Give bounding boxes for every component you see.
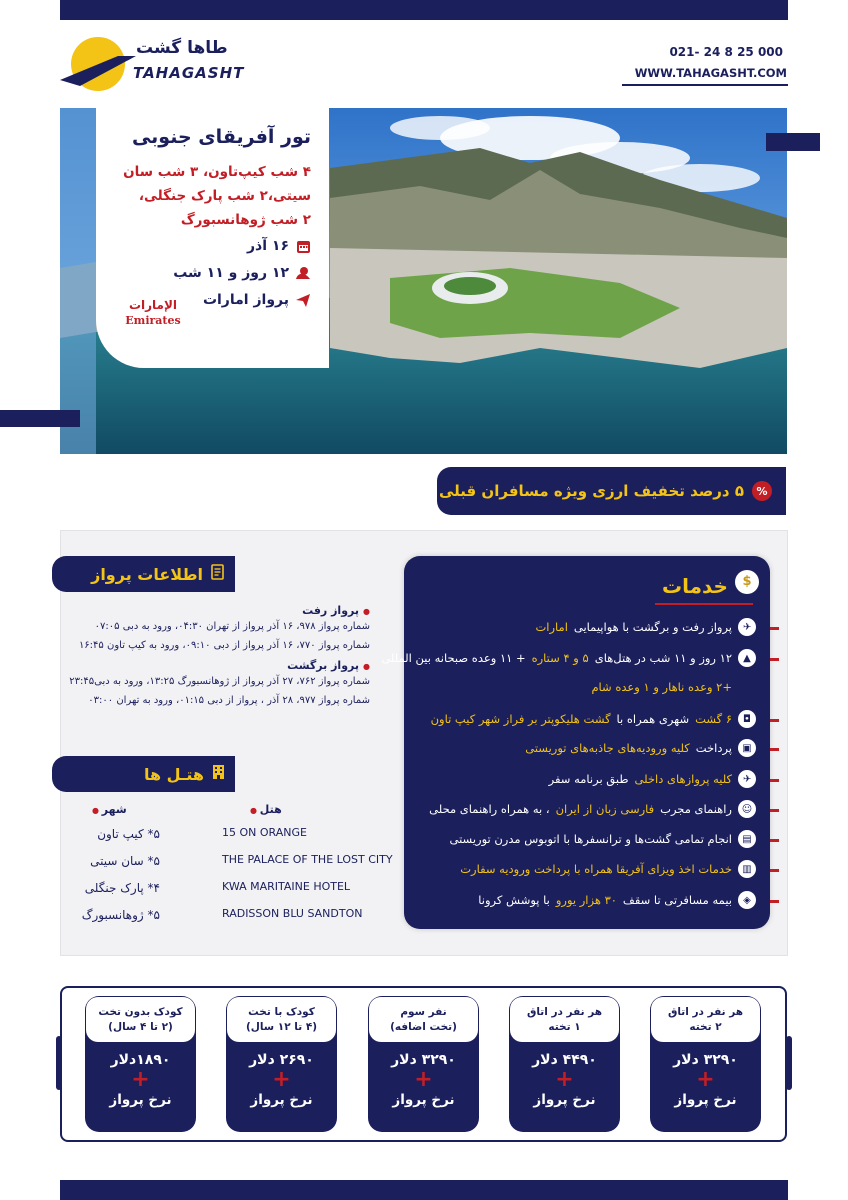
service-text: انجام تمامی گشت‌ها و ترانسفرها با اتوبوس مدرن توریستی — [449, 832, 732, 846]
service-highlight: امارات — [535, 620, 568, 634]
service-item — [404, 860, 760, 878]
service-item — [404, 800, 760, 818]
decor-bar-right — [766, 133, 820, 151]
hotel-city: ۴* پارک جنگلی — [84, 881, 160, 895]
hotel-name: 15 ON ORANGE — [222, 826, 307, 839]
visa-icon: ▥ — [738, 860, 756, 878]
price-value: ۴۴۹۰ دلار — [532, 1052, 597, 1068]
tour-airline: پرواز امارات — [202, 292, 289, 308]
airfare-label: نرخ پرواز — [674, 1092, 737, 1108]
price-card-third-person — [368, 996, 479, 1132]
services-title: خدمات — [662, 574, 728, 598]
discount-banner — [437, 467, 786, 515]
flight-info-list — [69, 602, 370, 714]
hotel-name: RADISSON BLU SANDTON — [222, 907, 363, 920]
service-highlight: کلیه پروازهای داخلی — [634, 772, 732, 786]
service-text: شهری همراه با — [616, 712, 690, 726]
service-dash — [770, 748, 779, 751]
service-highlight: کلیه ورودیه‌های جاذبه‌های توریستی — [525, 741, 690, 755]
service-dash — [770, 658, 779, 661]
itinerary-line: ۴ شب کیپ‌تاون، ۳ شب سان — [123, 164, 311, 180]
service-item — [404, 830, 760, 848]
service-text: راهنمای مجرب — [660, 802, 732, 816]
service-text: پرواز رفت و برگشت با هواپیمایی — [573, 620, 732, 634]
service-highlight: +۲ وعده ناهار و ۱ وعده شام — [591, 680, 732, 694]
service-dash — [770, 839, 779, 842]
service-dash — [770, 719, 779, 722]
service-item — [404, 710, 760, 728]
service-dash — [770, 779, 779, 782]
brand-name-en: TAHAGASHT — [133, 64, 245, 82]
tour-date-row — [106, 238, 311, 254]
itinerary-line: ۲ شب ژوهانسبورگ — [180, 212, 311, 228]
plus-icon: + — [696, 1067, 715, 1092]
hotels-header — [52, 756, 235, 792]
service-text: + ۱۱ وعده صبحانه بین المللی — [381, 651, 526, 665]
col-hotel: هتل ● — [250, 803, 282, 816]
ticket-icon: ▣ — [738, 739, 756, 757]
room-type: کودک بدون تخت — [98, 1005, 183, 1018]
room-detail: (۴ تا ۱۲ سال) — [245, 1020, 318, 1033]
service-text: پرداخت — [695, 741, 732, 755]
hotels-title: هتـل ها — [143, 764, 204, 784]
flight-info-title: اطلاعات پرواز — [91, 564, 203, 584]
tour-duration: ۱۲ روز و ۱۱ شب — [173, 265, 289, 281]
room-detail: (تخت اضافه) — [390, 1020, 457, 1033]
service-item — [381, 649, 760, 667]
flight-line: شماره پرواز ۹۷۷، ۲۸ آذر ، پرواز از دبی ۰۱:۱۵، ورود به تهران ۰۳:۰۰ — [88, 695, 370, 706]
phone-number[interactable]: 021- 24 8 25 000 — [669, 45, 783, 59]
flight-line: شماره پرواز ۹۷۸، ۱۶ آذر پرواز از تهران ۰۴:۳۰، ورود به دبی ۰۷:۰۵ — [94, 621, 370, 632]
plane-icon: ✈ — [738, 618, 756, 636]
hand-coin-icon: $ — [735, 570, 759, 594]
tour-date: ۱۶ آذر — [246, 238, 289, 254]
price-card-double — [650, 996, 761, 1132]
room-detail: ۱ تخته — [548, 1020, 581, 1033]
frame-tab-left — [56, 1036, 62, 1090]
service-highlight: ۵ و ۴ ستاره — [531, 651, 589, 665]
flight-info-header — [52, 556, 235, 592]
service-highlight: گشت هلیکوپتر بر فراز شهر کیپ تاون — [430, 712, 611, 726]
hotel-icon: ▲ — [738, 649, 756, 667]
price-value: ۳۲۹۰ دلار — [391, 1052, 456, 1068]
service-dash — [770, 627, 779, 630]
price-card-header — [86, 997, 195, 1042]
calendar-icon — [295, 238, 311, 254]
building-icon — [212, 764, 225, 784]
service-dash — [770, 900, 779, 903]
service-item — [404, 770, 760, 788]
service-text: با پوشش کرونا — [478, 893, 550, 907]
tour-itinerary — [106, 160, 311, 232]
emirates-logo-arabic: الإمارات — [128, 298, 178, 312]
plus-icon: + — [131, 1067, 150, 1092]
service-item — [404, 891, 760, 909]
airfare-label: نرخ پرواز — [109, 1092, 172, 1108]
discount-text: ۵ درصد تخفیف ارزی ویژه مسافران قبلی — [438, 482, 744, 500]
outbound-title: ● پرواز رفت — [80, 604, 370, 617]
hotel-name: THE PALACE OF THE LOST CITY — [222, 853, 393, 866]
service-text: بیمه مسافرتی تا سقف — [622, 893, 732, 907]
airfare-label: نرخ پرواز — [250, 1092, 313, 1108]
room-type: هر نفر در اتاق — [526, 1005, 603, 1018]
service-dash — [770, 869, 779, 872]
service-highlight: فارسی زبان از ایران — [555, 802, 655, 816]
service-dash — [770, 809, 779, 812]
service-highlight: ۳۰ هزار یورو — [555, 893, 617, 907]
plus-icon: + — [272, 1067, 291, 1092]
frame-tab-right — [786, 1036, 792, 1090]
hotel-city: ۵* کیپ تاون — [97, 827, 160, 841]
airfare-label: نرخ پرواز — [533, 1092, 596, 1108]
service-highlight: ۶ گشت — [695, 712, 732, 726]
decor-bar-left — [0, 410, 80, 427]
hotel-city: ۵* سان سیتی — [90, 854, 160, 868]
flight-line: شماره پرواز ۷۶۲، ۲۷ آذر پرواز از ژوهانسبورگ ۱۳:۲۵، ورود به دبی۲۳:۴۵ — [69, 676, 370, 687]
airfare-label: نرخ پرواز — [392, 1092, 455, 1108]
plus-icon: + — [555, 1067, 574, 1092]
brand-name-fa: طاها گشت — [136, 38, 228, 58]
room-type: نفر سوم — [400, 1005, 447, 1018]
service-item — [404, 618, 760, 636]
room-detail: ۲ تخته — [689, 1020, 722, 1033]
service-text: طبق برنامه سفر — [548, 772, 629, 786]
price-card-child-with-bed — [226, 996, 337, 1132]
price-value: ۲۶۹۰ دلار — [249, 1052, 314, 1068]
service-text: ، به همراه راهنمای محلی — [429, 802, 550, 816]
tour-duration-row — [106, 265, 311, 281]
bus-icon: ▤ — [738, 830, 756, 848]
service-item-continued — [404, 680, 760, 694]
shield-icon: ◈ — [738, 891, 756, 909]
header-divider — [622, 84, 788, 86]
emirates-logo — [120, 296, 186, 340]
price-value: ۱۸۹۰دلار — [110, 1052, 171, 1068]
service-text: ۱۲ روز و ۱۱ شب در هتل‌های — [594, 651, 732, 665]
document-icon — [211, 564, 225, 584]
bottom-bar — [60, 1180, 788, 1200]
price-value: ۳۲۹۰ دلار — [673, 1052, 738, 1068]
percent-icon: % — [752, 481, 772, 501]
plane-icon — [295, 292, 311, 308]
plane-icon: ✈ — [738, 770, 756, 788]
tour-title: تور آفریقای جنوبی — [131, 126, 311, 148]
service-highlight: خدمات اخذ ویزای آفریقا همراه با پرداخت ورودیه سفارت — [460, 862, 732, 876]
return-title: ● پرواز برگشت — [80, 659, 370, 672]
price-card-header — [510, 997, 619, 1042]
price-card-header — [651, 997, 760, 1042]
price-card-single — [509, 996, 620, 1132]
room-type: هر نفر در اتاق — [667, 1005, 744, 1018]
services-underline — [655, 603, 753, 605]
flight-line: شماره پرواز ۷۷۰، ۱۶ آذر پرواز از دبی ۰۹:۱۰، ورود به کیپ تاون ۱۶:۴۵ — [78, 640, 370, 651]
guide-icon: ☺ — [738, 800, 756, 818]
service-item — [404, 739, 760, 757]
emirates-logo-text: Emirates — [125, 314, 181, 327]
hotel-name: KWA MARITAINE HOTEL — [222, 880, 351, 893]
room-type: کودک با تخت — [248, 1005, 315, 1018]
price-card-header — [227, 997, 336, 1042]
price-card-child-no-bed — [85, 996, 196, 1132]
plus-icon: + — [414, 1067, 433, 1092]
itinerary-line: سیتی،۲ شب پارک جنگلی، — [138, 188, 311, 204]
room-detail: (۲ تا ۴ سال) — [108, 1020, 173, 1033]
camera-icon: ◘ — [738, 710, 756, 728]
price-card-header — [369, 997, 478, 1042]
website-link[interactable]: WWW.TAHAGASHT.COM — [634, 66, 787, 80]
moon-sun-icon — [295, 265, 311, 281]
hotel-city: ۵* ژوهانسبورگ — [81, 908, 160, 922]
hotels-table — [70, 803, 400, 933]
top-bar — [60, 0, 788, 20]
col-city: شهر ● — [92, 803, 127, 816]
